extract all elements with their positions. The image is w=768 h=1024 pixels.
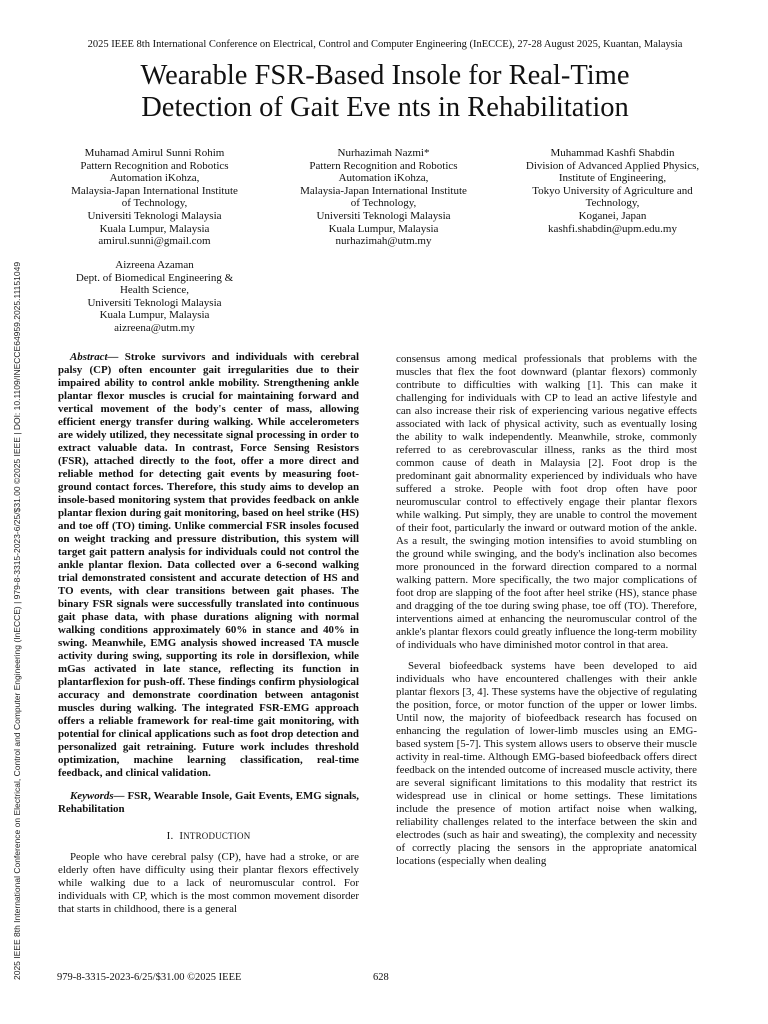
section-number: I.	[166, 830, 174, 842]
author-email: amirul.sunni@gmail.com	[98, 235, 211, 248]
keywords-label: Keywords—	[70, 790, 125, 802]
author-block-3	[505, 147, 720, 235]
author-affiliation-line: Kuala Lumpur, Malaysia	[328, 222, 439, 235]
author-affiliation-line: Universiti Teknologi Malaysia	[87, 296, 222, 309]
author-name: Aizreena Azaman	[115, 259, 194, 271]
abstract-text: Stroke survivors and individuals with cerebral palsy (CP) often encounter gait irregularities due to their impaired ability to control ankle mobility. Strengthening ankle plantar flexor muscles is crucial for maintaining forward and vertical movement of the body's center of mass, allowing efficient energy transfer during walking. While accelerometers are widely utilized, they necessitate signal processing in order to extract valuable data. In contrast, Force Sensing Resistors (FSR), attached directly to the foot, offer a more direct and reliable method for detecting gait events by measuring foot-ground contact forces. Therefore, this study aims to develop an insole-based monitoring system that provides feedback on ankle plantar flexion during gait monitoring, based on heel strike (HS) and toe off (TO) timing. Unlike commercial FSR insoles focused on weight tracking and pressure distribution, this system will target gait pattern analysis for individuals could not control the ankle plantar flexion. Data collected over a 6-second walking trial demonstrated consistent and accurate detection of HS and TO events, with clear transitions between gait phases. The binary FSR signals were successfully translated into continuous gait phase data, with phase durations aligning with normal walking conditions approximately 60% in stance and 40% in swing. Meanwhile, EMG analysis showed increased TA muscle activity during swing, supporting its role in dorsiflexion, while mGas activated in late stance, reflecting its function in plantarflexion for push-off. These findings confirm physiological accuracy and demonstrate coordination between antagonist muscles during walking. The integrated FSR-EMG approach offers a reliable framework for real-time gait monitoring, with potential for clinical applications such as foot drop detection and personalized gait retraining. Future work includes threshold optimization, machine learning classification, real-time feedback, and clinical validation.	[58, 351, 359, 779]
page-number: 628	[373, 972, 389, 983]
author-affiliation-line: Kuala Lumpur, Malaysia	[99, 222, 210, 235]
section-first-letter: I	[179, 830, 184, 842]
author-affiliation-line: Koganei, Japan	[578, 209, 647, 222]
author-block-1	[47, 147, 262, 248]
intro-paragraph-continued: consensus among medical professionals that problems with the muscles that flex the foot downward (plantar flexors) commonly contribute to difficulties with walking [1]. This can make it challenging for individuals with CP to lead an active lifestyle and can also increase their risk of experiencing various negative effects associated with lack of physical activity, such as eventually losing the ability to walk independently. Meanwhile, stroke, commonly referred to as cerebrovascular illness, ranks as the third most common cause of death in Malaysia [2]. Foot drop is the predominant gait abnormality experienced by individuals who have suffered a stroke. People with foot drop often have poor neuromuscular control to effectively engage their plantar flexors while walking. Put simply, they are unable to control the movement of their foot, particularly the inward or outward motion of the ankle. As a result, the swinging motion intensifies to avoid stumbling on the ground while swinging, and the body's inclination also becomes more pronounced in the forward direction compared to a normal walking pattern. More specifically, the two major complications of foot drop are slapping of the foot after heel strike (HS), stance phase and dragging of the toe during swing phase, toe off (TO). Therefore, interventions aimed at enhancing the neuromuscular control of the ankle's plantar flexors could greatly influence the long-term mobility of individuals who have diminished motor control in that area.	[396, 353, 697, 651]
author-affiliation-line: Institute of Engineering,	[558, 172, 667, 185]
abstract-paragraph	[58, 351, 359, 780]
author-affiliation-line: of Technology,	[121, 197, 188, 210]
paper-title	[40, 60, 730, 124]
author-name: Nurhazimah Nazmi*	[337, 147, 430, 159]
intro-paragraph-2: Several biofeedback systems have been developed to aid individuals who have encountered challenges with their ankle plantar flexors [3, 4]. These systems have the objective of regulating the position, force, or motor function of the upper or lower limbs. Until now, the majority of biofeedback research has focused on enhancing the regulation of lower-limb muscles using an EMG-based system [5-7]. This system allows users to observe their muscle activity in real-time. Although EMG-based biofeedback offers direct feedback on the intended outcome of increased muscle activity, there are several significant limitations to this modality that restrict its widespread use in clinical or home settings. These limitations include the presence of motion artifact noise when walking, reliability challenges related to the interface between the skin and electrodes (such as hair and sweating), the complexity and necessity of correctly placing the sensors in the appropriate anatomical locations (especially when dealing	[396, 660, 697, 867]
author-affiliation-line: of Technology,	[350, 197, 417, 210]
author-affiliation-line: Automation iKohza,	[109, 172, 200, 185]
author-block-2	[276, 147, 491, 248]
section-heading-introduction	[58, 830, 359, 843]
author-affiliation-line: Universiti Teknologi Malaysia	[316, 209, 451, 222]
title-line-2: Detection of Gait Eve nts in Rehabilitation	[141, 92, 629, 123]
author-affiliation-line: Dept. of Biomedical Engineering &	[75, 271, 234, 284]
author-name: Muhamad Amirul Sunni Rohim	[84, 147, 225, 159]
author-email: kashfi.shabdin@upm.edu.my	[548, 222, 677, 235]
section-title-rest: NTRODUCTION	[183, 831, 251, 841]
left-column	[58, 351, 359, 916]
keywords-text: FSR, Wearable Insole, Gait Events, EMG signals, Rehabilitation	[58, 790, 359, 815]
author-affiliation-line: Pattern Recognition and Robotics	[309, 159, 458, 172]
author-affiliation-line: Universiti Teknologi Malaysia	[87, 209, 222, 222]
author-email: nurhazimah@utm.my	[335, 235, 432, 248]
author-affiliation-line: Technology,	[585, 197, 640, 210]
author-affiliation-line: Pattern Recognition and Robotics	[80, 159, 229, 172]
author-affiliation-line: Health Science,	[119, 284, 190, 297]
author-affiliation-line: Division of Advanced Applied Physics,	[525, 159, 700, 172]
conference-header: 2025 IEEE 8th International Conference on Electrical, Control and Computer Engineering (InECCE), 27-28 August 2025, Kuantan, Malaysia	[87, 39, 683, 50]
footer-isbn: 979-8-3315-2023-6/25/$31.00 ©2025 IEEE	[57, 972, 242, 983]
side-doi-text: 2025 IEEE 8th International Conference on Electrical, Control and Computer Engineering (InECCE) | 979-8-3315-2023-6/25/$31.00 ©2025 IEEE | DOI: 10.1109/INECCE64959.2025.11151049	[12, 261, 22, 980]
author-affiliation-line: Malaysia-Japan International Institute	[71, 184, 238, 197]
abstract-label: Abstract—	[70, 351, 119, 363]
author-block-4	[47, 259, 262, 335]
keywords-paragraph	[58, 790, 359, 816]
author-name: Muhammad Kashfi Shabdin	[550, 147, 675, 159]
author-affiliation-line: Tokyo University of Agriculture and	[532, 184, 693, 197]
author-email: aizreena@utm.my	[114, 321, 195, 334]
author-affiliation-line: Automation iKohza,	[338, 172, 429, 185]
author-affiliation-line: Kuala Lumpur, Malaysia	[99, 309, 210, 322]
right-column	[396, 353, 697, 868]
intro-paragraph-1: People who have cerebral palsy (CP), have had a stroke, or are elderly often have difficulty using their plantar flexors effectively while walking due to a lack of neuromuscular control. For individuals with CP, which is the most common movement disorder that starts in childhood, there is a general	[58, 851, 359, 915]
author-affiliation-line: Malaysia-Japan International Institute	[300, 184, 467, 197]
title-line-1: Wearable FSR-Based Insole for Real-Time	[140, 60, 630, 91]
